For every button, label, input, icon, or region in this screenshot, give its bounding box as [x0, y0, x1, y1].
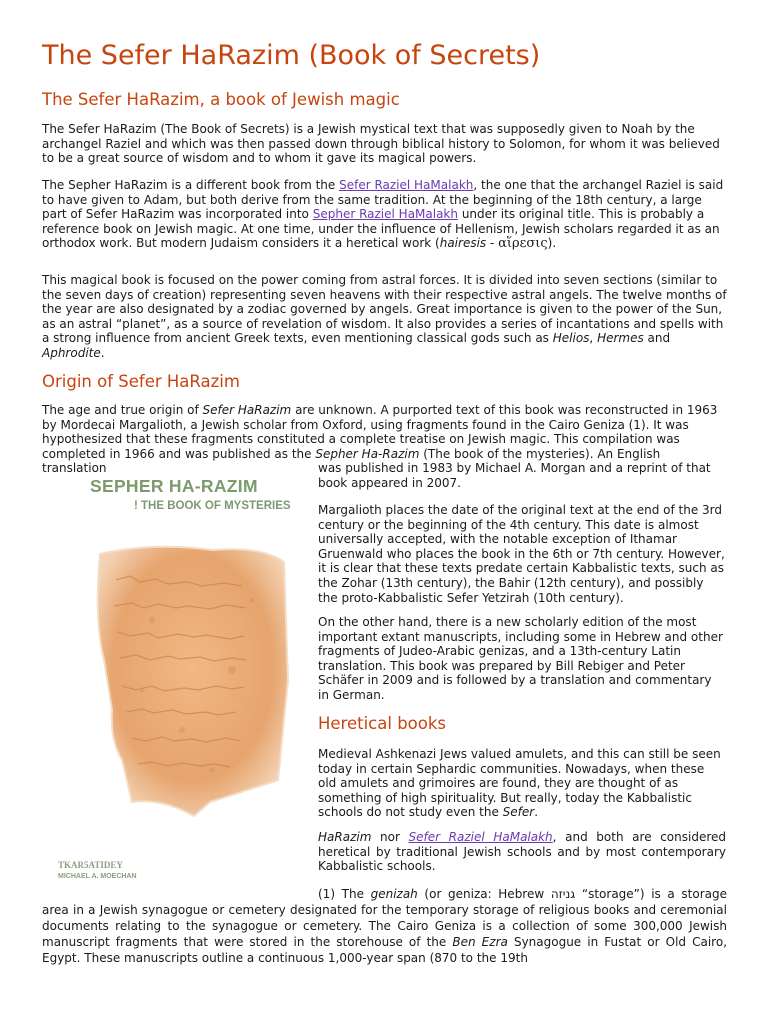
text: This magical book is focused on the power coming from astral forces. It is divided into seven sections (similar to the seven days of creation) representing seven heavens with their respective astral angels. The twelve months of the year are also designated by a zodiac governed by angels. Great importance is given to the power of the Sun, as an astral “planet”, as a source of revelation of wisdom. It also provides a series of incantations and spells with a strong influence from ancient Greek texts, even mentioning classical gods such as	[42, 273, 727, 346]
text: nor	[371, 830, 409, 844]
text: The Sepher HaRazim is a different book from the	[42, 178, 340, 192]
term-sefer: Sefer	[502, 805, 535, 820]
text: , the one that the archangel Raziel is said to have given to Adam, but both derive from the same tradition. At the beginning of the 18th century, a large part of Sefer HaRazim was incorporated into	[42, 178, 724, 222]
text: The age and true origin of	[42, 403, 203, 417]
term-aphrodite: Aphrodite	[42, 345, 101, 360]
text: (The book of the mysteries). An English translation	[42, 446, 661, 476]
page-title: The Sefer HaRazim (Book of Secrets)	[42, 40, 541, 71]
intro-paragraph-1: The Sefer HaRazim (The Book of Secrets) is a Jewish mystical text that was supposedly given to Noah by the archangel Raziel and which was then passed down through biblical history to Solomon, for whom it was believed to be a great source of wisdom and to whom it gave its magical powers.	[42, 122, 720, 166]
heretical-paragraph-2	[318, 830, 726, 874]
hebrew-term: גניזה	[550, 887, 576, 901]
book-cover-subtitle: ! THE BOOK OF MYSTERIES	[134, 500, 291, 512]
text: .	[100, 345, 105, 360]
term-harazim: HaRazim	[318, 830, 372, 844]
text: -	[486, 236, 499, 251]
term-ben-ezra: Ben Ezra	[452, 935, 508, 949]
section-heading-intro: The Sefer HaRazim, a book of Jewish magic	[42, 90, 400, 109]
intro-paragraph-2	[42, 178, 727, 252]
text: and	[643, 331, 671, 346]
text: , and both are considered heretical by traditional Jewish schools and by most contemporary Kabbalistic schools.	[318, 830, 727, 874]
text: Synagogue in Fustat or Old Cairo, Egypt. These manuscripts outline a continuous 1,000-year span (870 to the 19th	[42, 935, 728, 965]
text: are unknown. A purported text of this book was reconstructed in 1963 by Mordecai Margalioth, a Jewish scholar from Oxford, using fragments found in the Cairo Geniza (1). It was hypothesized that these fragments constituted a complete treatise on Jewish magic. This compilation was completed in 1966 and was published as the	[42, 403, 718, 461]
section-heading-origin: Origin of Sefer HaRazim	[42, 372, 240, 391]
text: “storage”) is a storage area in a Jewish synagogue or cemetery designated for the temporary storage of religious books and ceremonial documents relating to the synagogue or cemetery. The Cairo Geniza is a collection of some 300,000 Jewish manuscript fragments that were stored in the storehouse of the	[42, 887, 728, 949]
text: ).	[547, 236, 557, 251]
term-genizah: genizah	[370, 887, 418, 901]
origin-paragraph-2: Margalioth places the date of the original text at the end of the 3rd century or the beginning of the 4th century. This date is almost universally accepted, with the notable exception of Ithamar Gruenwald who places the book in the 6th or 7th century. However, it is clear that these texts predate certain Kabbalistic texts, such as the Zohar (13th century), the Bahir (12th century), and possibly the proto-Kabbalistic Sefer Yetzirah (10th century).	[318, 503, 725, 605]
text: .	[534, 805, 539, 820]
book-cover-author-line-1: TKAR5ATIDEY	[58, 860, 123, 870]
book-cover-author-line-2: MICHAEL A. MOECHAN	[58, 873, 137, 880]
term-helios: Helios	[552, 331, 590, 346]
section-heading-heretical: Heretical books	[318, 714, 447, 733]
text: under its original title. This is probably a reference book on Jewish magic. At one time, under the influence of Hellenism, Jewish scholars regarded it as an orthodox work. But modern Judaism considers it a heretical work (	[42, 207, 720, 251]
link-sefer-raziel-hamalakh-2[interactable]: Sefer Raziel HaMalakh	[408, 830, 553, 844]
link-sefer-raziel-hamalakh[interactable]: Sefer Raziel HaMalakh	[339, 178, 474, 192]
book-cover-image	[42, 470, 307, 890]
term-sepher-ha-razim: Sepher Ha-Razim	[315, 446, 420, 461]
origin-paragraph-3: On the other hand, there is a new scholarly edition of the most important extant manuscripts, including some in Hebrew and other fragments of Judeo-Arabic genizas, and a 13th-century Latin translation. This book was prepared by Bill Rebiger and Peter Schäfer in 2009 and is followed by a translation and commentary in German.	[318, 615, 723, 702]
text: Medieval Ashkenazi Jews valued amulets, and this can still be seen today in certain Sephardic communities. Nowadays, when these old amulets and grimoires are found, they are thought of as something of high spirituality. But really, today the Kabbalistic schools do not study even the	[318, 747, 721, 820]
text: ,	[589, 331, 598, 346]
term-hermes: Hermes	[597, 331, 644, 346]
term-hairesis: hairesis	[439, 236, 487, 251]
text: (or geniza: Hebrew	[417, 887, 551, 901]
heretical-paragraph-1	[318, 747, 726, 820]
intro-paragraph-3	[42, 273, 727, 361]
footnote-paragraph	[42, 886, 727, 966]
link-sepher-raziel-hamalakh[interactable]: Sepher Raziel HaMalakh	[312, 207, 458, 222]
term-sefer-harazim: Sefer HaRazim	[202, 403, 292, 417]
clay-tablet-illustration	[92, 540, 292, 820]
book-cover-title: SEPHER HA-RAZIM	[90, 476, 258, 496]
text: (1) The	[318, 887, 371, 901]
origin-paragraph-1-continued: was published in 1983 by Michael A. Morgan and a reprint of that book appeared in 2007.	[318, 461, 711, 490]
greek-term: αἵρεσις	[498, 236, 548, 252]
